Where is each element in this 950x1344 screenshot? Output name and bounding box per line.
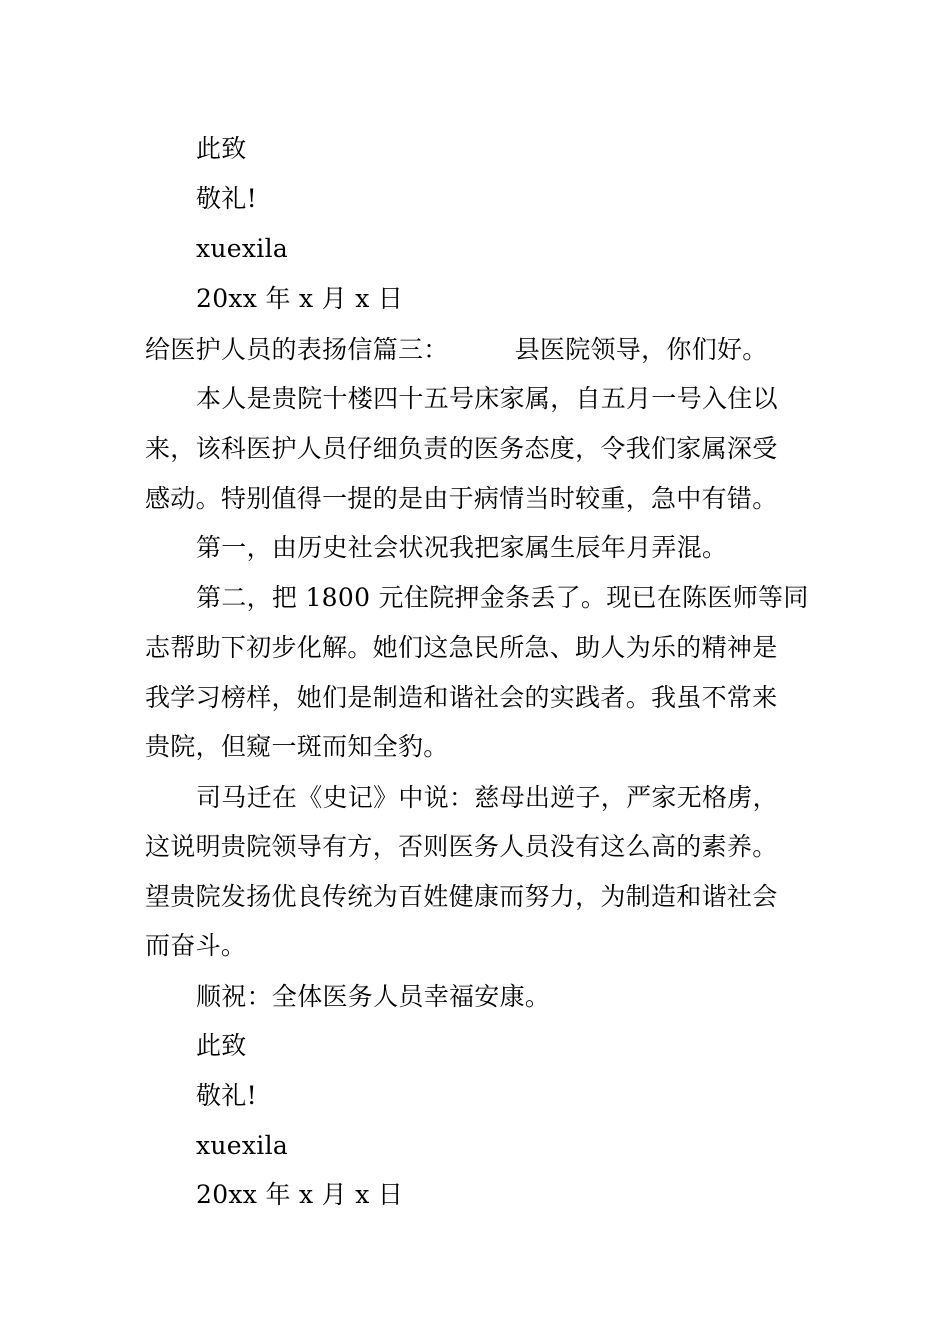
body-line: 贵院，但窥一斑而知全豹。 (145, 732, 449, 761)
body-line: 顺祝：全体医务人员幸福安康。 (196, 982, 551, 1011)
body-line: 本人是贵院十楼四十五号床家属，自五月一号入住以 (196, 384, 778, 413)
letter-salutation: 此致 (196, 1031, 247, 1060)
letter-heading: 给医护人员的表扬信篇三： (145, 335, 449, 364)
body-line: 望贵院发扬优良传统为百姓健康而努力，为制造和谐社会 (145, 882, 778, 911)
closing-salutation: 此致 (196, 134, 247, 163)
closing-signature: xuexila (196, 234, 289, 263)
body-line: 第一，由历史社会状况我把家属生辰年月弄混。 (196, 533, 728, 562)
body-line: 这说明贵院领导有方，否则医务人员没有这么高的素养。 (145, 832, 778, 861)
body-line: 司马迁在《史记》中说：慈母出逆子，严家无格虏， (196, 783, 778, 812)
letter-date: 20xx 年 x 月 x 日 (196, 1180, 404, 1209)
body-line: 而奋斗。 (145, 931, 247, 960)
letter-greeting: 县医院领导，你们好。 (514, 335, 768, 364)
body-line: 第二，把 1800 元住院押金条丢了。现已在陈医师等同 (196, 583, 809, 612)
body-line: 来，该科医护人员仔细负责的医务态度，令我们家属深受 (145, 434, 778, 463)
closing-regards: 敬礼! (196, 184, 257, 213)
body-line: 志帮助下初步化解。她们这急民所急、助人为乐的精神是 (145, 633, 778, 662)
letter-heading-row (145, 335, 768, 365)
closing-date: 20xx 年 x 月 x 日 (196, 284, 404, 313)
letter-signature: xuexila (196, 1131, 289, 1160)
letter-regards: 敬礼! (196, 1081, 257, 1110)
body-line: 感动。特别值得一提的是由于病情当时较重，急中有错。 (145, 484, 778, 513)
body-line: 我学习榜样，她们是制造和谐社会的实践者。我虽不常来 (145, 683, 778, 712)
